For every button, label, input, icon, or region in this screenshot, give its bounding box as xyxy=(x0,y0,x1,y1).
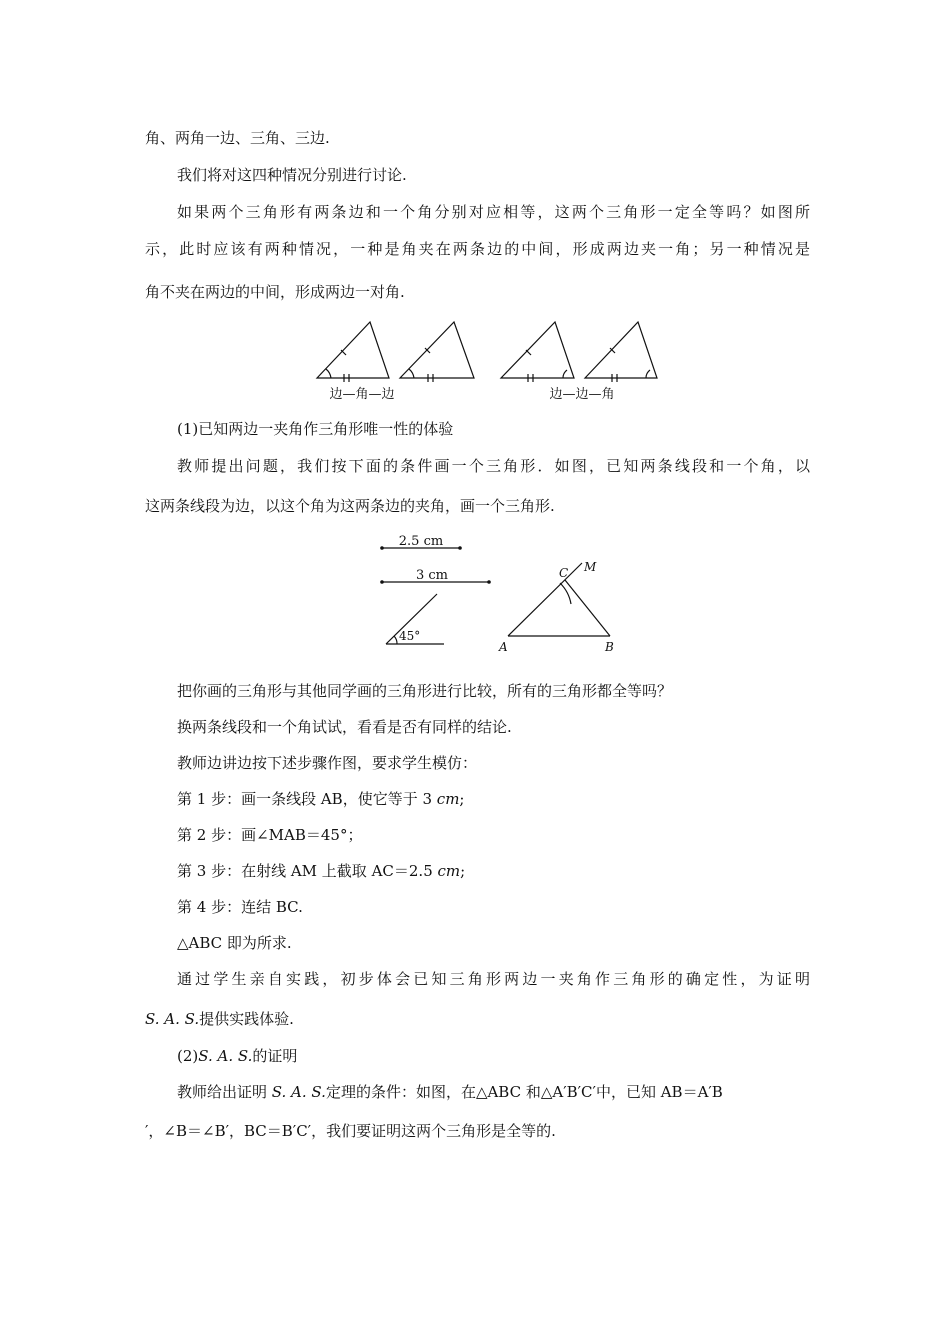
paragraph-line: 教师边讲边按下述步骤作图，要求学生模仿： xyxy=(177,754,478,772)
step-text: 第 3 步：在射线 AM 上截取 AC＝2.5 xyxy=(177,862,438,880)
point-label-m: M xyxy=(584,560,597,574)
angle-label: 45° xyxy=(399,629,421,643)
step-text: 第 1 步：画一条线段 AB，使它等于 3 xyxy=(177,790,437,808)
section-title: (1)已知两边一夹角作三角形唯一性的体验 xyxy=(177,420,454,438)
ray-am xyxy=(508,563,582,636)
paragraph-text: 提供实践体验. xyxy=(199,1010,294,1028)
paragraph-line: △ABC 即为所求. xyxy=(177,934,292,952)
paragraph-line: 教师提出问题，我们按下面的条件画一个三角形．如图，已知两条线段和一个角，以 xyxy=(177,457,810,475)
unit-cm: cm xyxy=(437,862,461,880)
step-punct: ; xyxy=(460,862,466,880)
point-label-a: A xyxy=(499,640,508,654)
point-label-c: C xyxy=(559,566,569,580)
paragraph-line: 这两条线段为边，以这个角为这两条边的夹角，画一个三角形. xyxy=(145,497,555,515)
step-3 xyxy=(177,860,842,882)
paragraph-line: ′，∠B＝∠B′，BC＝B′C′，我们要证明这两个三角形是全等的. xyxy=(145,1122,556,1140)
side-bc xyxy=(565,580,610,636)
angle-arc xyxy=(394,636,397,644)
point-label-b: B xyxy=(605,640,614,654)
paragraph-line: 我们将对这四种情况分别进行讨论. xyxy=(177,166,407,184)
step-2: 第 2 步：画∠MAB＝45°； xyxy=(177,826,363,844)
paragraph-line xyxy=(145,1008,810,1030)
paragraph-line xyxy=(177,1081,842,1103)
unit-cm: cm xyxy=(436,790,460,808)
section-text: 的证明 xyxy=(252,1047,298,1065)
paragraph-text: 定理的条件：如图，在△ABC 和△A′B′C′中，已知 AB＝A′B xyxy=(325,1083,723,1101)
theorem-abbr: S. A. S. xyxy=(198,1047,253,1065)
paragraph-text: 教师给出证明 xyxy=(177,1083,272,1101)
theorem-abbr: S. A. S. xyxy=(271,1083,326,1101)
paragraph-line: 换两条线段和一个角试试，看看是否有同样的结论. xyxy=(177,718,512,736)
segment-label: 3 cm xyxy=(415,568,449,583)
step-punct: ; xyxy=(459,790,465,808)
figure-label: 边—角—边 xyxy=(329,387,395,402)
step-1 xyxy=(177,788,842,810)
section-number: (2) xyxy=(177,1047,199,1065)
paragraph-line: 角、两角一边、三角、三边. xyxy=(145,129,330,147)
paragraph-line: 角不夹在两边的中间，形成两边一对角. xyxy=(145,283,405,301)
step-4: 第 4 步：连结 BC. xyxy=(177,898,303,916)
theorem-abbr: S. A. S. xyxy=(145,1010,200,1028)
section-title xyxy=(177,1045,842,1067)
figure-label: 边—边—角 xyxy=(549,387,615,402)
paragraph-line: 示，此时应该有两种情况，一种是角夹在两条边的中间，形成两边夹一角；另一种情况是 xyxy=(145,240,810,258)
paragraph-line: 通过学生亲自实践，初步体会已知三角形两边一夹角作三角形的确定性，为证明 xyxy=(177,970,810,988)
paragraph-line: 把你画的三角形与其他同学画的三角形进行比较，所有的三角形都全等吗？ xyxy=(177,682,673,700)
paragraph-line: 如果两个三角形有两条边和一个角分别对应相等，这两个三角形一定全等吗？如图所 xyxy=(177,203,810,221)
segment-label: 2.5 cm xyxy=(398,534,444,549)
